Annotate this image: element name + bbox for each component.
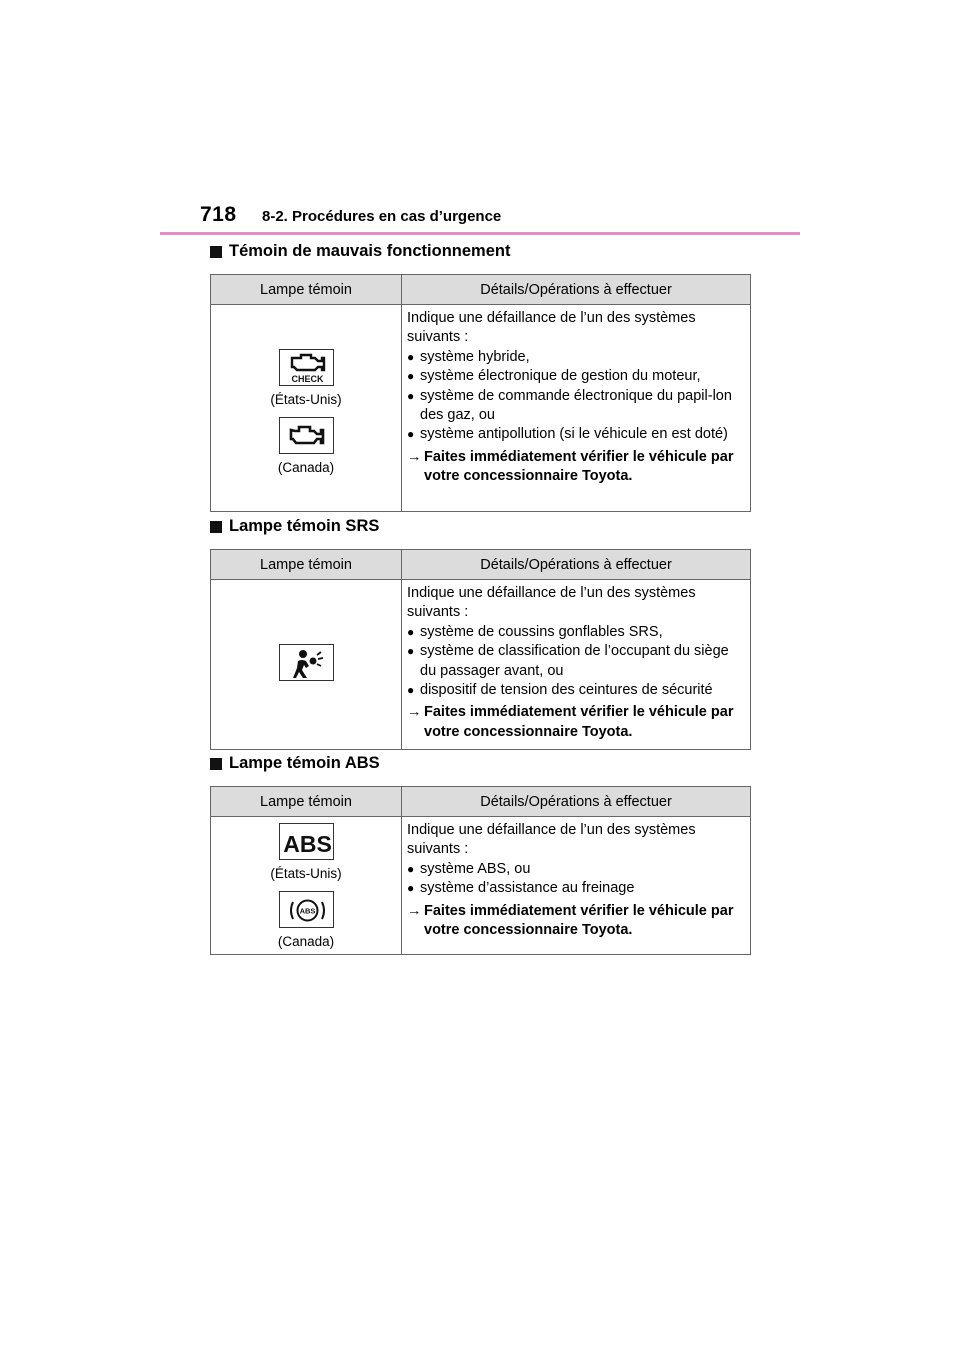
page-number: 718 — [200, 203, 237, 226]
heading-text: Lampe témoin ABS — [229, 754, 380, 772]
abs-label: ABS — [299, 906, 315, 916]
action-note — [407, 448, 745, 487]
lamp-caption: (États-Unis) — [270, 866, 342, 881]
list-item: ● système hybride, — [407, 348, 745, 367]
lamp-cell — [211, 817, 402, 955]
action-text: Faites immédiatement vérifier le véhicule par votre concessionnaire Toyota. — [424, 448, 734, 485]
action-note — [407, 703, 745, 742]
heading-text: Lampe témoin SRS — [229, 517, 380, 535]
list-item: ● système d’assistance au freinage — [407, 879, 745, 898]
heading-srs — [210, 517, 379, 536]
lamp-caption: (États-Unis) — [270, 391, 342, 407]
list-item: ● dispositif de tension des ceintures de sécurité — [407, 681, 745, 700]
heading-abs — [210, 754, 380, 773]
col-details-header: Détails/Opérations à effectuer — [402, 275, 751, 305]
abs-text-icon — [279, 823, 334, 860]
airbag-icon — [279, 644, 334, 681]
check-engine-icon — [279, 349, 334, 386]
abs-table — [210, 786, 751, 955]
list-item: ● système ABS, ou — [407, 860, 745, 879]
list-item: ● système de coussins gonflables SRS, — [407, 623, 745, 642]
square-bullet-icon — [210, 521, 222, 533]
arrow-icon: → — [407, 902, 422, 919]
heading-text: Témoin de mauvais fonctionnement — [229, 242, 511, 260]
details-intro: Indique une défaillance de l’un des systèmes suivants : — [407, 310, 696, 346]
col-lamp-header: Lampe témoin — [211, 787, 402, 817]
lamp-cell — [211, 305, 402, 512]
square-bullet-icon — [210, 246, 222, 258]
header-rule — [160, 232, 800, 235]
action-text: Faites immédiatement vérifier le véhicule par votre concessionnaire Toyota. — [424, 902, 734, 939]
details-cell — [402, 817, 751, 955]
details-intro: Indique une défaillance de l’un des systèmes suivants : — [407, 585, 696, 621]
col-lamp-header: Lampe témoin — [211, 550, 402, 580]
heading-malfunction — [210, 242, 510, 261]
engine-icon — [279, 417, 334, 454]
malfunction-table — [210, 274, 751, 512]
list-item: ● système de commande électronique du papil-lon des gaz, ou — [407, 387, 745, 426]
details-cell — [402, 580, 751, 750]
square-bullet-icon — [210, 758, 222, 770]
col-details-header: Détails/Opérations à effectuer — [402, 550, 751, 580]
action-text: Faites immédiatement vérifier le véhicule par votre concessionnaire Toyota. — [424, 704, 734, 740]
section-title: 8-2. Procédures en cas d’urgence — [262, 208, 502, 225]
lamp-caption: (Canada) — [277, 459, 335, 475]
lamp-caption: (Canada) — [277, 934, 335, 949]
lamp-cell — [211, 580, 402, 750]
details-intro: Indique une défaillance de l’un des systèmes suivants : — [407, 822, 696, 858]
abs-label: ABS — [282, 831, 332, 857]
list-item: ● système de classification de l’occupant du siège du passager avant, ou — [407, 642, 745, 681]
action-note — [407, 902, 745, 941]
col-lamp-header: Lampe témoin — [211, 275, 402, 305]
arrow-icon: → — [407, 448, 422, 465]
abs-circle-icon — [279, 891, 334, 928]
details-cell — [402, 305, 751, 512]
arrow-icon: → — [407, 704, 422, 721]
check-label: CHECK — [290, 373, 324, 384]
col-details-header: Détails/Opérations à effectuer — [402, 787, 751, 817]
list-item: ● système électronique de gestion du moteur, — [407, 367, 745, 386]
srs-table — [210, 549, 751, 750]
list-item: ● système antipollution (si le véhicule en est doté) — [407, 425, 745, 444]
